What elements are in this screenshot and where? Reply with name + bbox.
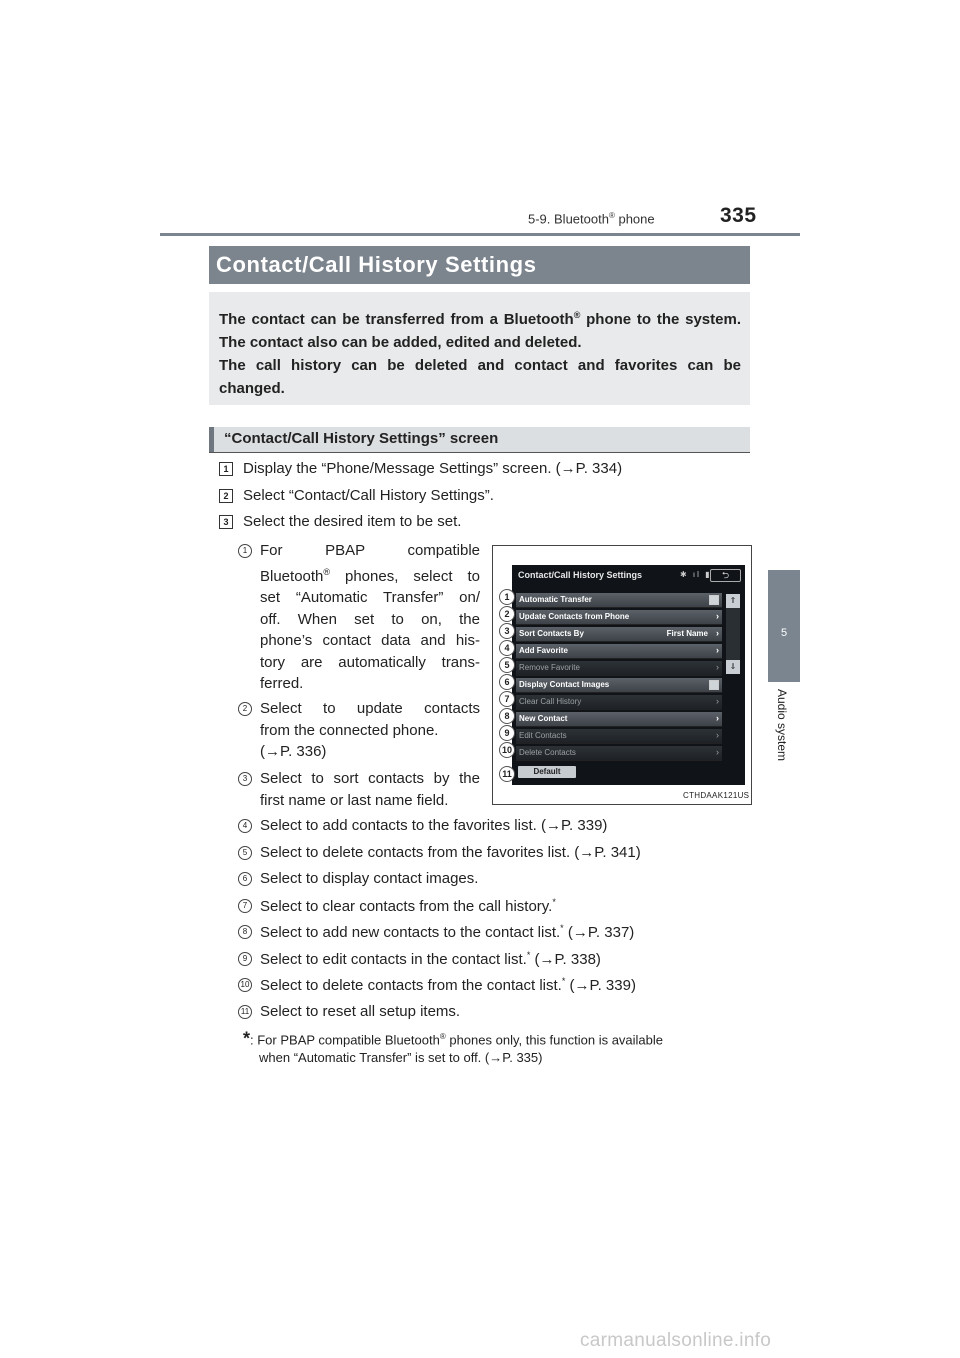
callout-number: 5 (499, 657, 515, 673)
item-1-text (260, 540, 480, 695)
item-number: 8 (238, 925, 252, 939)
settings-row-label: Clear Call History (519, 697, 582, 706)
callout-number: 10 (499, 742, 515, 758)
item-number: 7 (238, 899, 252, 913)
chevron-right-icon: › (716, 713, 719, 723)
intro-paragraph-1 (219, 304, 741, 354)
item-number: 1 (238, 544, 252, 558)
step-text: Select the desired item to be set. (243, 513, 462, 530)
asterisk: * (552, 897, 556, 907)
settings-row[interactable] (516, 610, 722, 625)
item-8-text (260, 923, 634, 941)
chevron-right-icon: › (716, 645, 719, 655)
callout-number: 1 (499, 589, 515, 605)
settings-row-label: Automatic Transfer (519, 595, 592, 604)
settings-row-label: Edit Contacts (519, 731, 567, 740)
settings-row[interactable] (516, 593, 722, 608)
watermark: carmanualsonline.info (580, 1330, 772, 1351)
text-span: Select to edit contacts in the contact list. (260, 951, 527, 968)
page-number: 335 (720, 204, 757, 227)
asterisk: * (526, 950, 531, 960)
text-span: (→P. 338) (530, 951, 601, 968)
settings-row-label: Update Contacts from Phone (519, 612, 630, 621)
callout-number: 8 (499, 708, 515, 724)
text-line: off. When set to on, the (260, 610, 480, 628)
item-number: 2 (238, 702, 252, 716)
settings-row[interactable] (516, 661, 722, 676)
item-6-text: Select to display contact images. (260, 870, 479, 887)
asterisk: * (560, 923, 564, 933)
callout-number: 6 (499, 674, 515, 690)
text-span: Select to delete contacts from the contact list. (260, 977, 562, 994)
settings-row[interactable] (516, 678, 722, 693)
footnote (243, 1028, 663, 1067)
step-text: Display the “Phone/Message Settings” screen. (→P. 334) (243, 460, 623, 477)
settings-row-label: Add Favorite (519, 646, 568, 655)
page-title: Contact/Call History Settings (216, 252, 537, 277)
chevron-right-icon: › (716, 747, 719, 757)
subheading-rule (209, 452, 750, 453)
text-line: Select to update contacts (260, 700, 480, 717)
text-line: first name or last name field. (260, 791, 449, 809)
settings-row[interactable] (516, 729, 722, 744)
item-number: 11 (238, 1005, 252, 1019)
intro-text: The contact can be transferred from a Bluetooth (219, 311, 574, 328)
step-text: Select “Contact/Call History Settings”. (243, 487, 494, 504)
subheading: “Contact/Call History Settings” screen (224, 430, 499, 447)
section-name-suffix: phone (614, 211, 655, 227)
item-7-text (260, 897, 556, 915)
chevron-right-icon: › (716, 611, 719, 621)
footnote-line: when “Automatic Transfer” is set to off. (→P. 335) (259, 1050, 543, 1066)
callout-number: 7 (499, 691, 515, 707)
asterisk: * (243, 1028, 251, 1049)
settings-row-label: Display Contact Images (519, 680, 610, 689)
chevron-right-icon: › (716, 662, 719, 672)
settings-row[interactable] (516, 644, 722, 659)
registered-mark: ® (573, 310, 581, 320)
chevron-right-icon: › (716, 730, 719, 740)
item-4-text: Select to add contacts to the favorites list. (→P. 339) (260, 817, 608, 834)
settings-row[interactable] (516, 627, 722, 642)
step-number: 1 (219, 462, 233, 476)
settings-row-label: Remove Favorite (519, 663, 580, 672)
text-line: from the connected phone. (260, 721, 439, 739)
text-line: phone’s contact data and his- (260, 632, 480, 649)
chevron-right-icon: › (716, 628, 719, 638)
callout-number: 9 (499, 725, 515, 741)
settings-row[interactable] (516, 746, 722, 761)
text-span: : For PBAP compatible Bluetooth (250, 1032, 440, 1048)
subheading-accent (209, 427, 214, 452)
section-name: 5-9. Bluetooth (528, 211, 609, 227)
registered-mark: ® (323, 566, 331, 577)
settings-row-value: First Name (666, 629, 708, 638)
screen-title: Contact/Call History Settings (518, 570, 643, 580)
text-span: (→P. 337) (563, 924, 635, 941)
item-5-text: Select to delete contacts from the favorites list. (→P. 341) (260, 844, 641, 861)
text-line: (→P. 336) (260, 743, 327, 760)
text-line: tory are automatically trans- (260, 653, 480, 671)
text-span: phones only, this function is available (445, 1032, 664, 1048)
text-line: set “Automatic Transfer” on/ (260, 589, 480, 606)
settings-row[interactable] (516, 712, 722, 727)
text-span: phones, select to (330, 567, 480, 585)
scroll-up-icon[interactable]: ⇑ (726, 594, 740, 608)
callout-number: 2 (499, 606, 515, 622)
registered-mark: ® (608, 211, 615, 220)
chapter-number: 5 (780, 627, 788, 639)
item-number: 9 (238, 952, 252, 966)
checkbox-icon[interactable] (709, 595, 719, 605)
item-3-text (260, 768, 480, 811)
text-line: ferred. (260, 675, 304, 692)
item-number: 6 (238, 872, 252, 886)
step-number: 2 (219, 489, 233, 503)
checkbox-icon[interactable] (709, 680, 719, 690)
callout-number: 11 (499, 766, 515, 782)
item-11-text: Select to reset all setup items. (260, 1003, 461, 1020)
footnote-line (243, 1028, 663, 1049)
header-rule (160, 233, 800, 236)
item-10-text (260, 976, 636, 994)
section-header (528, 211, 655, 226)
settings-row-label: Delete Contacts (519, 748, 576, 757)
default-button[interactable]: Default (518, 766, 576, 778)
callout-number: 3 (499, 623, 515, 639)
chevron-right-icon: › (716, 696, 719, 706)
intro-paragraph-2: The call history can be deleted and contact and favorites can be changed. (219, 357, 741, 397)
text-line (260, 562, 480, 588)
item-number: 5 (238, 846, 252, 860)
settings-row-label: Sort Contacts By (519, 629, 584, 638)
settings-row[interactable] (516, 695, 722, 710)
chapter-label: Audio system (775, 688, 789, 762)
chapter-tab (768, 570, 800, 682)
scroll-down-icon[interactable]: ⇓ (726, 660, 740, 674)
figure-code: CTHDAAK121US (683, 791, 750, 800)
item-9-text (260, 950, 601, 968)
chapter-label-wrap (765, 680, 799, 770)
step-number: 3 (219, 515, 233, 529)
text-span: Select to add new contacts to the contact list. (260, 924, 561, 941)
settings-row-label: New Contact (519, 714, 568, 723)
back-button[interactable]: ⮌ (710, 569, 741, 582)
item-number: 4 (238, 819, 252, 833)
text-line: For PBAP compatible (260, 542, 480, 559)
text-line: Select to sort contacts by the (260, 770, 480, 787)
asterisk: * (561, 976, 566, 986)
item-number: 10 (238, 978, 252, 992)
intro-text: phone to the system. The contact also can be added, edited and deleted. (219, 311, 741, 351)
callout-number: 4 (499, 640, 515, 656)
item-2-text (260, 698, 480, 763)
status-icons: ✱ ıl ▮ (680, 570, 712, 579)
text-span: (→P. 339) (565, 977, 636, 994)
registered-mark: ® (439, 1032, 446, 1041)
item-number: 3 (238, 772, 252, 786)
text-span: Bluetooth (260, 567, 324, 585)
text-span: Select to clear contacts from the call history. (260, 898, 553, 915)
